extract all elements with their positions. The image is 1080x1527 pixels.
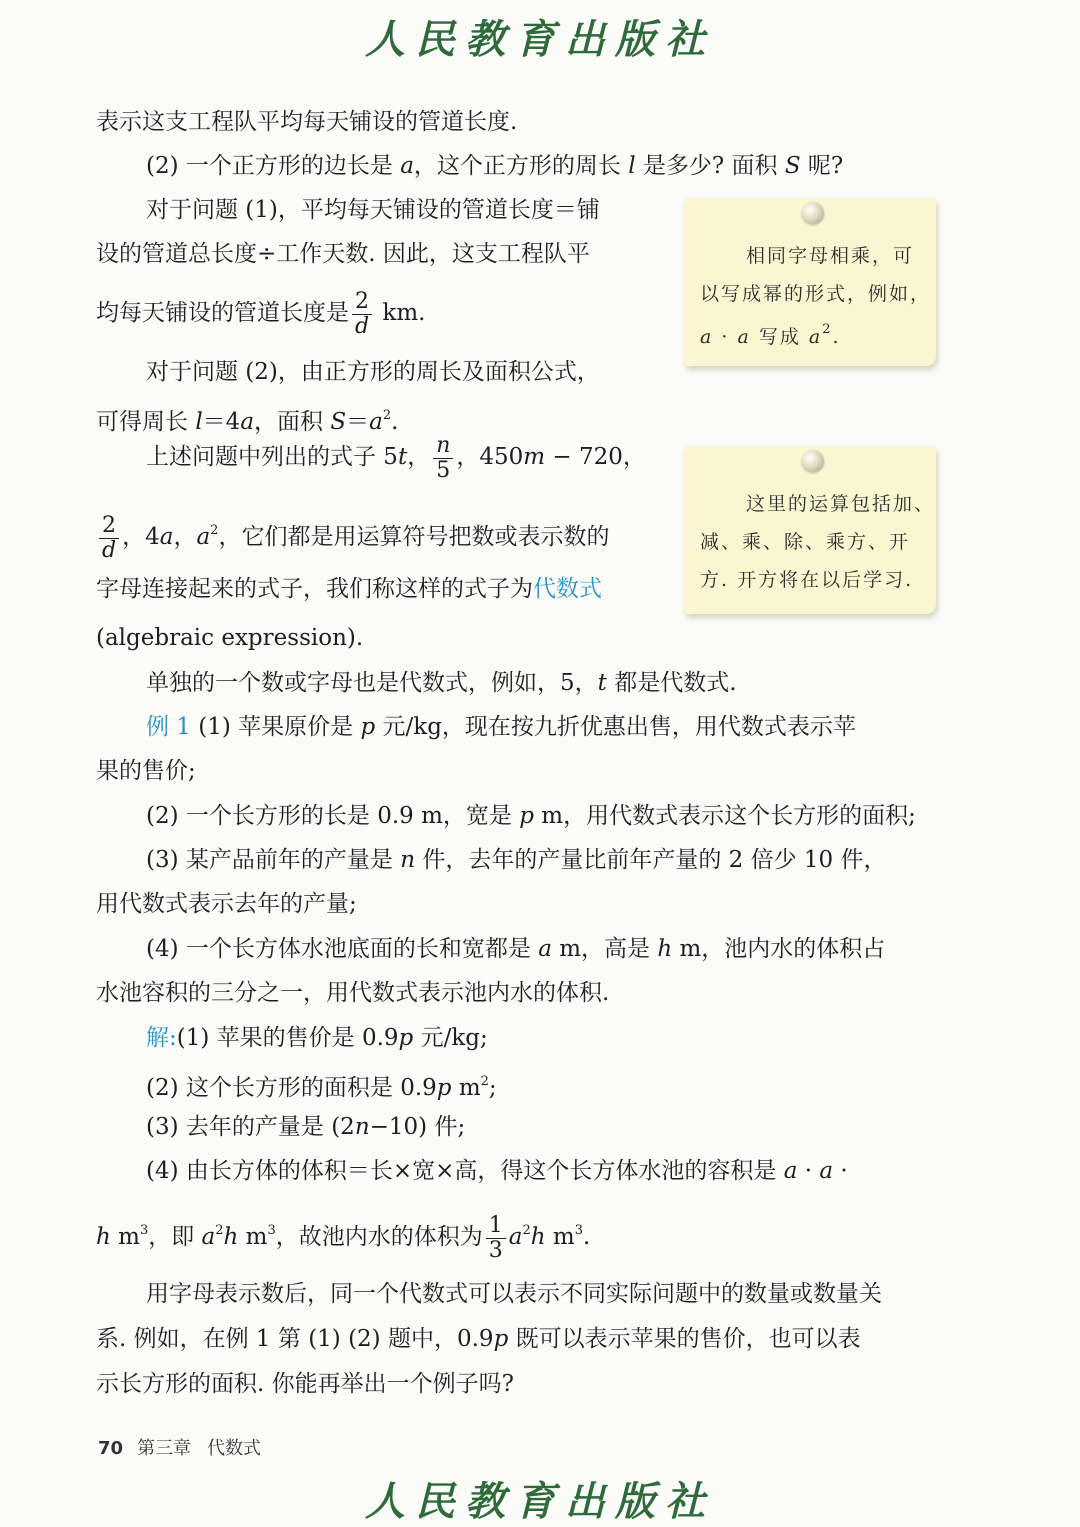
publisher-watermark-top: 人民教育出版社 — [365, 16, 715, 63]
text-line: 示长方形的面积. 你能再举出一个例子吗? — [96, 1371, 514, 1397]
text-line: 设的管道总长度÷工作天数. 因此，这支工程队平 — [96, 241, 590, 267]
page-number: 70 — [98, 1438, 124, 1459]
pushpin-icon — [802, 450, 824, 472]
text-line: (4) 一个长方体水池底面的长和宽都是 a m，高是 h m，池内水的体积占 — [146, 936, 886, 962]
publisher-watermark-bottom: 人民教育出版社 — [365, 1478, 715, 1525]
example-label: 例 1 — [146, 714, 191, 740]
text-line: 用代数式表示去年的产量; — [96, 891, 357, 917]
text-line: 果的售价; — [96, 758, 196, 784]
fraction: $\frac{1}{3}$ — [486, 1214, 506, 1263]
term-highlight: 代数式 — [533, 576, 602, 602]
text-line: (2) 一个长方形的长是 0.9 m，宽是 p m，用代数式表示这个长方形的面积; — [146, 803, 916, 829]
text-line: 字母连接起来的式子，我们称这样的式子为代数式 — [96, 576, 602, 602]
fraction: $\frac{n}{5}$ — [433, 434, 453, 483]
side-note-operations: 这里的运算包括加、 减、乘、除、乘方、开 方. 开方将在以后学习. — [684, 446, 936, 614]
text-line: 水池容积的三分之一，用代数式表示池内水的体积. — [96, 980, 610, 1006]
pushpin-icon — [802, 202, 824, 224]
chapter-title: 代数式 — [207, 1438, 262, 1459]
text-line: (2) 这个长方形的面积是 0.9p $m^2$; — [146, 1074, 497, 1101]
page-footer — [98, 1434, 261, 1460]
text-line: 用字母表示数后，同一个代数式可以表示不同实际问题中的数量或数量关 — [146, 1281, 882, 1307]
text-line: (2) 一个正方形的边长是 a，这个正方形的周长 l 是多少? 面积 S 呢? — [146, 153, 844, 179]
text-line: 均每天铺设的管道长度是 $\frac{2}{d}$ km. — [96, 288, 426, 339]
side-note-powers: 相同字母相乘，可 以写成幂的形式，例如， a · a 写成 $a^2$. — [684, 198, 936, 366]
text-line: (algebraic expression). — [96, 625, 364, 651]
text-line: 系. 例如，在例 1 第 (1) (2) 题中，0.9p 既可以表示苹果的售价，也可以表 — [96, 1326, 861, 1352]
text-line: $\frac{2}{d}$ ，4a，$a^2$，它们都是用运算符号把数或表示数的 — [96, 506, 609, 563]
text-line: 解:(1) 苹果的售价是 0.9p 元/kg; — [146, 1025, 488, 1051]
fraction: $\frac{2}{d}$ — [352, 290, 372, 339]
text-line: 对于问题 (1)，平均每天铺设的管道长度＝铺 — [146, 197, 600, 223]
fraction: $\frac{2}{d}$ — [99, 514, 119, 563]
text-line: h $m^3$，即 $a^2h$ $m^3$，故池内水的体积为 $\frac{1}{3}$ $a^2h$ $m^3$. — [96, 1212, 591, 1263]
chapter-label: 第三章 — [137, 1438, 192, 1459]
text-line: 上述问题中列出的式子 5t， $\frac{n}{5}$ ，450m − 720， — [146, 432, 646, 483]
solution-label: 解: — [146, 1025, 177, 1051]
text-line: (3) 去年的产量是 (2n−10) 件; — [146, 1114, 466, 1140]
text-line: 单独的一个数或字母也是代数式，例如，5，t 都是代数式. — [146, 670, 737, 696]
text-line: (4) 由长方体的体积＝长×宽×高，得这个长方体水池的容积是 a · a · — [146, 1158, 848, 1184]
text-line: 例 1 (1) 苹果原价是 p 元/kg，现在按九折优惠出售，用代数式表示苹 — [146, 714, 856, 740]
text-line: 对于问题 (2)，由正方形的周长及面积公式， — [146, 359, 600, 385]
text-line: (3) 某产品前年的产量是 n 件，去年的产量比前年产量的 2 倍少 10 件， — [146, 847, 887, 873]
text-line: 可得周长 l＝4a，面积 $S=a^2$. — [96, 408, 399, 435]
text-line: 表示这支工程队平均每天铺设的管道长度. — [96, 109, 518, 135]
